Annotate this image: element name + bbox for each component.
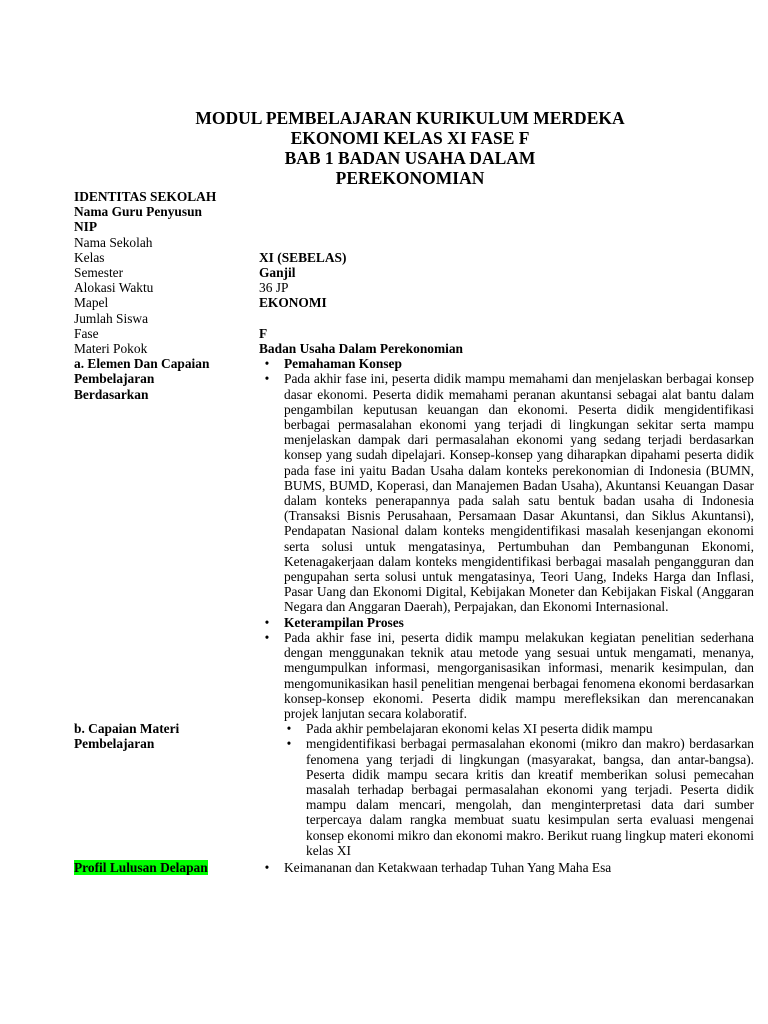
bullet-icon: • <box>264 356 270 372</box>
profil-item-1: Keimananan dan Ketakwaan terhadap Tuhan Yang Maha Esa <box>284 859 612 875</box>
guru-value <box>259 204 754 219</box>
document-body <box>74 189 754 875</box>
bullet-icon: • <box>286 721 292 737</box>
jumlah-siswa-label: Jumlah Siswa <box>74 310 149 326</box>
elemen-label-line-1: a. Elemen Dan Capaian <box>74 356 210 372</box>
alokasi-value: 36 JP <box>259 280 289 296</box>
materi-label: Materi Pokok <box>74 341 148 357</box>
list-item <box>259 615 754 630</box>
title-line-3: BAB 1 BADAN USAHA DALAM <box>284 148 536 168</box>
mapel-row <box>74 295 754 310</box>
fase-row <box>74 326 754 341</box>
title-line-1: MODUL PEMBELAJARAN KURIKULUM MERDEKA <box>195 108 625 128</box>
list-item <box>259 356 754 371</box>
nip-row <box>74 219 754 234</box>
list-item <box>259 721 754 736</box>
capaian-list <box>259 721 754 858</box>
bullet-icon: • <box>264 371 270 387</box>
proses-heading: Keterampilan Proses <box>284 614 404 630</box>
jumlah-siswa-row <box>74 311 754 326</box>
document-title <box>0 108 768 188</box>
fase-label: Fase <box>74 325 99 341</box>
profil-section <box>74 860 754 875</box>
elemen-label <box>74 356 259 721</box>
semester-row <box>74 265 754 280</box>
kelas-value: XI (SEBELAS) <box>259 249 347 265</box>
profil-label: Profil Lulusan Delapan <box>74 859 208 875</box>
bullet-icon: • <box>286 736 292 752</box>
elemen-content <box>259 356 754 721</box>
title-line-2: EKONOMI KELAS XI FASE F <box>290 128 530 148</box>
nip-value <box>259 219 754 234</box>
bullet-icon: • <box>264 859 270 875</box>
materi-value: Badan Usaha Dalam Perekonomian <box>259 341 463 357</box>
elemen-label-line-3: Berdasarkan <box>74 386 149 402</box>
proses-text: Pada akhir fase ini, peserta didik mampu melakukan kegiatan penelitian sederhana dengan menggunakan teknik atau metode yang sesuai untuk mengamati, menanya, mengumpulkan informasi, mengorganisasikan informasi, menarik kesimpulan, dan mengomunikasikan hasil penelitian mengenai berbagai fenomena ekonomi berdasarkan konsep-konsep ekonomi. Peserta didik mampu merefleksikan dan merencanakan projek lanjutan secara kolaboratif. <box>284 629 754 721</box>
identitas-heading: IDENTITAS SEKOLAH <box>74 189 217 204</box>
mapel-value: EKONOMI <box>259 295 327 311</box>
fase-value: F <box>259 325 268 341</box>
list-item <box>259 860 754 875</box>
konsep-heading: Pemahaman Konsep <box>284 356 402 372</box>
elemen-label-line-2: Pembelajaran <box>74 371 155 387</box>
profil-content <box>259 860 754 875</box>
sekolah-row <box>74 235 754 250</box>
konsep-text: Pada akhir fase ini, peserta didik mampu memahami dan menjelaskan berbagai konsep dasar ekonomi. Peserta didik memahami peranan akuntansi sebagai alat bantu dalam pengambilan keputusan keuangan dan ekonomi. Peserta didik mengidentifikasi berbagai permasalahan ekonomi yang terjadi di lingkungan sekitar serta mampu menjelaskan dampak dari permasalahan ekonomi yang sedang terjadi berdasarkan konsep yang sudah dipelajari. Konsep-konsep yang diharapkan dipahami peserta didik pada fase ini yaitu Badan Usaha dalam konteks perekonomian di Indonesia (BUMN, BUMS, BUMD, Koperasi, dan Manajemen Badan Usaha), Akuntansi Keuangan Dasar dalam konteks penerapannya pada salah satu bentuk badan usaha di Indonesia (Transaksi Bisnis Perusahaan, Persamaan Dasar Akuntansi, dan Siklus Akuntansi), Pendapatan Nasional dalam konteks mengidentifikasi masalah kesenjangan ekonomi serta solusi untuk mengatasinya, Pertumbuhan dan Pembangunan Ekonomi, Ketenagakerjaan dalam konteks mengidentifikasi berbagai masalah pengangguran dan pengupahan serta solusi untuk mengatasinya, Teori Uang, Indeks Harga dan Inflasi, Pasar Uang dan Ekonomi Digital, Kebijakan Moneter dan Kebijakan Fiskal (Anggaran Negara dan Anggaran Daerah), Perpajakan, dan Ekonomi Internasional. <box>284 371 754 615</box>
profil-list <box>259 860 754 875</box>
nip-label: NIP <box>74 219 98 235</box>
capaian-label-line-1: b. Capaian Materi <box>74 721 180 737</box>
list-item <box>259 371 754 614</box>
kelas-label: Kelas <box>74 249 105 265</box>
semester-label: Semester <box>74 265 124 281</box>
semester-value: Ganjil <box>259 265 296 281</box>
list-item <box>259 736 754 858</box>
capaian-label <box>74 721 259 858</box>
elemen-list <box>259 356 754 721</box>
guru-label: Nama Guru Penyusun <box>74 204 202 220</box>
profil-label-cell <box>74 860 259 875</box>
capaian-item-2: mengidentifikasi berbagai permasalahan ekonomi (mikro dan makro) berdasarkan fenomena yang terjadi di lingkungan (masyarakat, bangsa, dan antar-bangsa). Peserta didik mampu secara kritis dan kreatif memberikan solusi pemecahan masalah terhadap berbagai permasalahan ekonomi yang terjadi. Peserta didik mampu dalam mencari, mengolah, dan menginterpretasi data dari sumber terpercaya dalam rangka membuat suatu kesimpulan serta evaluasi mengenai konsep ekonomi mikro dan ekonomi makro. Berikut ruang lingkup materi ekonomi kelas XI <box>306 736 754 858</box>
materi-row <box>74 341 754 356</box>
capaian-label-line-2: Pembelajaran <box>74 736 155 752</box>
alokasi-label: Alokasi Waktu <box>74 280 154 296</box>
list-item <box>259 630 754 721</box>
guru-row <box>74 204 754 219</box>
alokasi-row <box>74 280 754 295</box>
sekolah-label: Nama Sekolah <box>74 234 153 250</box>
bullet-icon: • <box>264 629 270 645</box>
jumlah-siswa-value <box>259 311 754 326</box>
kelas-row <box>74 250 754 265</box>
capaian-content <box>259 721 754 858</box>
elemen-section <box>74 356 754 721</box>
mapel-label: Mapel <box>74 295 109 311</box>
title-line-4: PEREKONOMIAN <box>335 168 485 188</box>
bullet-icon: • <box>264 614 270 630</box>
capaian-section <box>74 721 754 858</box>
capaian-item-1: Pada akhir pembelajaran ekonomi kelas XI peserta didik mampu <box>306 721 653 737</box>
identitas-heading-row <box>74 189 754 204</box>
sekolah-value <box>259 235 754 250</box>
